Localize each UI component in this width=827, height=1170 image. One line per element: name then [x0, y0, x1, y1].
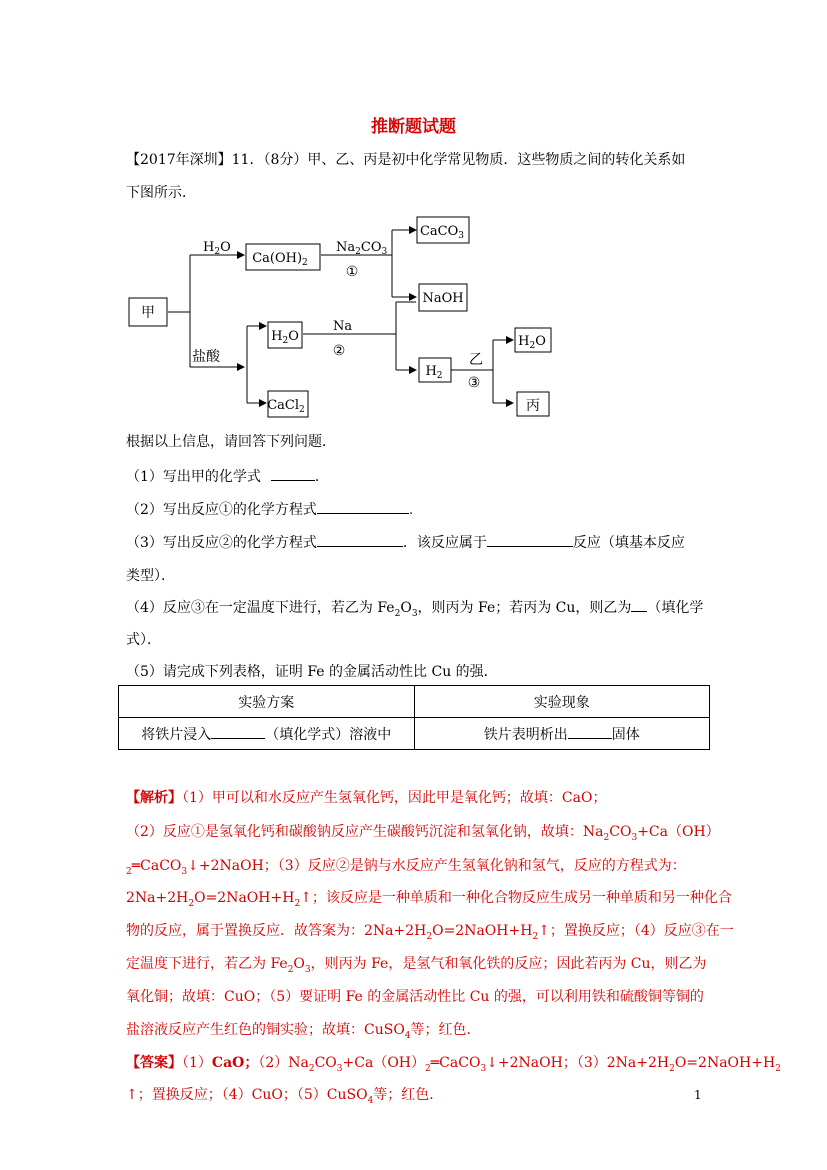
header-plan: 实验方案	[119, 686, 415, 718]
answer-blank-3b[interactable]	[487, 532, 573, 547]
sub-question-5: （5）请完成下列表格，证明 Fe 的金属活动性比 Cu 的强．	[126, 664, 498, 680]
sub-question-3-line2: 类型）．	[126, 568, 175, 584]
label-yi: 乙	[469, 352, 483, 368]
label-reaction-3: ③	[467, 375, 481, 391]
answer-blank-table-2[interactable]	[568, 724, 612, 739]
box-bing: 丙	[526, 398, 540, 414]
sub-question-3: （3）写出反应②的化学方程式 ．该反应属于 反应（填基本反应	[126, 532, 685, 553]
label-na: Na	[333, 319, 353, 334]
answer-blank-table-1[interactable]	[211, 724, 265, 739]
question-intro-line2: 下图所示．	[126, 185, 196, 201]
answer-line-2: ↑；置换反应；（4）CuO；（5）CuSO$_4$等；红色．	[126, 1087, 444, 1106]
analysis-line-7: 氧化铜；故填：CuO；（5）要证明 Fe 的金属活动性比 Cu 的强，可以利用铁和硫酸铜等铜的	[126, 989, 704, 1005]
analysis-label: 【解析】	[126, 790, 182, 806]
source-tag: 【2017年深圳】	[126, 152, 232, 168]
analysis-line-5: 物的反应，属于置换反应．故答案为：$2Na+2H_2O=2NaOH+H_2↑$；置换反应；（4）反应③在一	[126, 923, 734, 942]
analysis-line-3: $_2$═CaCO$_3$↓+2NaOH；（3）反应②是钠与水反应产生氢氧化钠和氢气，反应的方程式为：	[126, 858, 686, 877]
cell-plan: 将铁片浸入 （填化学式）溶液中	[119, 718, 415, 750]
analysis-line-8: 盐溶液反应产生红色的铜实验；故填：CuSO$_4$等；红色．	[126, 1022, 481, 1041]
sub-question-2: （2）写出反应①的化学方程式 ．	[126, 499, 423, 520]
label-h2o-reagent: $H_2O$	[203, 240, 231, 257]
answer-blank-2[interactable]	[317, 499, 409, 514]
box-jia: 甲	[141, 305, 155, 321]
analysis-line-4: $2Na+2H_2O=2NaOH+H_2↑$；该反应是一种单质和一种化合物反应生成另一种单质和另一种化合	[126, 890, 732, 909]
box-naoh: NaOH	[422, 291, 464, 306]
answer-line-1: 【答案】（1）CaO；$(2)Na_2CO_3+Ca(OH)_2═CaCO_3↓+2NaOH$；$(3)2Na+2H_2O=2NaOH+H_2$	[126, 1055, 781, 1074]
label-hydrochloric-acid: 盐酸	[192, 349, 220, 365]
box-cacl2: CaCl$_2$	[267, 398, 305, 415]
question-intro-line1	[126, 150, 685, 170]
box-h2: $H_2$	[425, 364, 443, 381]
question-points: （8分）	[263, 152, 308, 168]
analysis-line-6: 定温度下进行，若乙为 $Fe_2O_3$，则丙为 Fe，是氢气和氧化铁的反应；因此若丙为 Cu，则乙为	[126, 956, 707, 975]
label-na2co3: $Na_2CO_3$	[336, 240, 388, 257]
experiment-table	[118, 685, 710, 750]
cell-phenomenon: 铁片表明析出 固体	[414, 718, 710, 750]
label-reaction-2: ②	[332, 343, 346, 359]
table-header-row	[119, 686, 710, 718]
intro-text: 甲、乙、丙是初中化学常见物质．这些物质之间的转化关系如	[307, 152, 686, 168]
sub-question-1: （1）写出甲的化学式 ．	[126, 466, 329, 487]
prompt-text: 根据以上信息，请回答下列问题．	[126, 434, 336, 450]
answer-blank-1[interactable]	[271, 466, 315, 481]
box-caoh2: $Ca(OH)_2$	[252, 251, 308, 268]
label-reaction-1: ①	[345, 264, 359, 280]
table-row	[119, 718, 710, 750]
transformation-diagram	[120, 205, 570, 425]
header-phenomenon: 实验现象	[414, 686, 710, 718]
answer-label: 【答案】	[126, 1055, 182, 1071]
answer-blank-3a[interactable]	[317, 532, 403, 547]
page-number: 1	[694, 1088, 702, 1102]
page-title: 推断题试题	[371, 117, 456, 137]
answer-blank-4[interactable]	[631, 597, 647, 612]
sub-question-4: （4）反应③在一定温度下进行，若乙为 $Fe_2O_3$，则丙为 Fe；若丙为 Cu，则乙为 （填化学	[126, 597, 703, 624]
box-h2o-product: $H_2O$	[518, 334, 546, 351]
analysis-line-1: 【解析】（1）甲可以和水反应产生氢氧化钙，因此甲是氧化钙；故填：CaO；	[126, 790, 607, 806]
box-caco3: CaCO$_3$	[419, 224, 465, 241]
analysis-line-2: （2）反应①是氢氧化钙和碳酸钠反应产生碳酸钙沉淀和氢氧化钠，故填：$Na_2CO_3+Ca(OH)$	[126, 824, 720, 843]
box-h2o: $H_2O$	[271, 329, 299, 346]
sub-question-4-line2: 式）．	[126, 632, 161, 648]
question-number: 11．	[231, 152, 264, 168]
